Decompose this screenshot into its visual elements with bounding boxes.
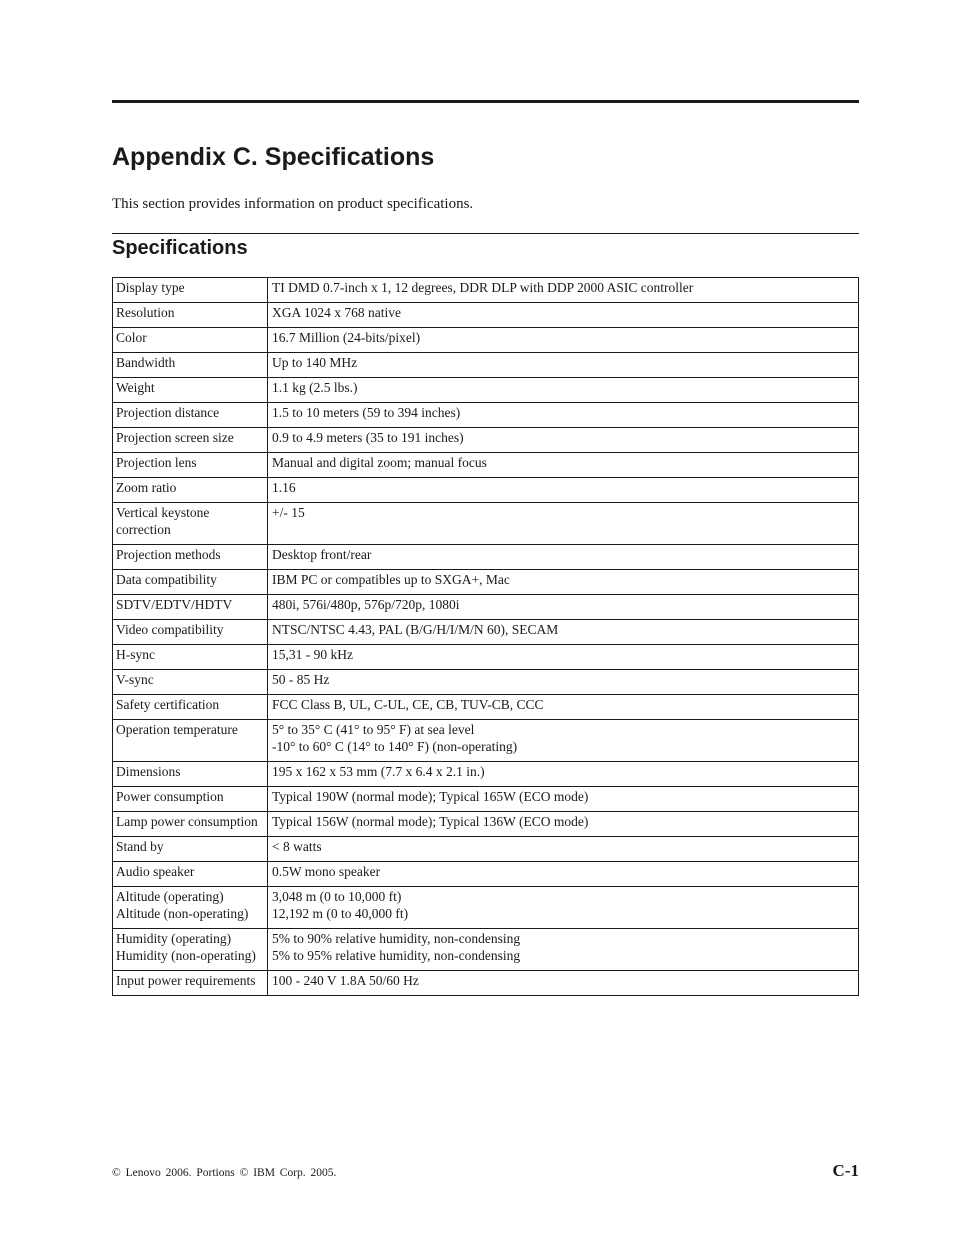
spec-name: Vertical keystone correction bbox=[113, 503, 268, 545]
spec-name: Projection methods bbox=[113, 545, 268, 570]
spec-row bbox=[113, 862, 859, 887]
intro-paragraph: This section provides information on product specifications. bbox=[112, 196, 474, 212]
spec-name: Resolution bbox=[113, 303, 268, 328]
spec-name: Stand by bbox=[113, 837, 268, 862]
spec-value-line: 1.1 kg (2.5 lbs.) bbox=[272, 380, 358, 395]
spec-name: Power consumption bbox=[113, 787, 268, 812]
spec-value bbox=[268, 971, 859, 996]
specifications-table-body bbox=[113, 278, 859, 996]
spec-row bbox=[113, 837, 859, 862]
spec-value-line: XGA 1024 x 768 native bbox=[272, 305, 401, 320]
spec-value-line: 3,048 m (0 to 10,000 ft) bbox=[272, 889, 402, 904]
spec-name: Projection screen size bbox=[113, 428, 268, 453]
spec-value bbox=[268, 862, 859, 887]
spec-value bbox=[268, 570, 859, 595]
spec-value-line: 5° to 35° C (41° to 95° F) at sea level bbox=[272, 722, 475, 737]
spec-row bbox=[113, 545, 859, 570]
spec-value bbox=[268, 670, 859, 695]
spec-value-line: Up to 140 MHz bbox=[272, 355, 358, 370]
spec-row bbox=[113, 278, 859, 303]
spec-row bbox=[113, 812, 859, 837]
footer-copyright: © Lenovo 2006. Portions © IBM Corp. 2005. bbox=[112, 1167, 337, 1179]
specifications-table bbox=[112, 277, 859, 996]
spec-value bbox=[268, 887, 859, 929]
spec-value bbox=[268, 403, 859, 428]
spec-value-line: Typical 190W (normal mode); Typical 165W (ECO mode) bbox=[272, 789, 589, 804]
spec-row bbox=[113, 695, 859, 720]
spec-value-line: 5% to 95% relative humidity, non-condensing bbox=[272, 948, 521, 963]
spec-name: Zoom ratio bbox=[113, 478, 268, 503]
spec-row bbox=[113, 787, 859, 812]
spec-value bbox=[268, 353, 859, 378]
section-title: Specifications bbox=[112, 237, 248, 259]
spec-row bbox=[113, 503, 859, 545]
spec-row bbox=[113, 645, 859, 670]
spec-value bbox=[268, 478, 859, 503]
spec-row bbox=[113, 303, 859, 328]
spec-name: Dimensions bbox=[113, 762, 268, 787]
spec-value bbox=[268, 595, 859, 620]
spec-row bbox=[113, 378, 859, 403]
page-number: C-1 bbox=[832, 1161, 859, 1180]
spec-value-line: 15,31 - 90 kHz bbox=[272, 647, 353, 662]
spec-value bbox=[268, 929, 859, 971]
spec-value-line: 0.5W mono speaker bbox=[272, 864, 381, 879]
spec-value bbox=[268, 837, 859, 862]
spec-value bbox=[268, 503, 859, 545]
page-title: Appendix C. Specifications bbox=[112, 143, 435, 171]
spec-value-line: 480i, 576i/480p, 576p/720p, 1080i bbox=[272, 597, 460, 612]
spec-name: Audio speaker bbox=[113, 862, 268, 887]
spec-value bbox=[268, 278, 859, 303]
spec-row bbox=[113, 887, 859, 929]
spec-value-line: 1.5 to 10 meters (59 to 394 inches) bbox=[272, 405, 461, 420]
spec-name: Lamp power consumption bbox=[113, 812, 268, 837]
spec-row bbox=[113, 929, 859, 971]
spec-row bbox=[113, 403, 859, 428]
spec-name: Projection distance bbox=[113, 403, 268, 428]
spec-name: Weight bbox=[113, 378, 268, 403]
spec-row bbox=[113, 428, 859, 453]
spec-value-line: 1.16 bbox=[272, 480, 296, 495]
spec-row bbox=[113, 720, 859, 762]
spec-name: SDTV/EDTV/HDTV bbox=[113, 595, 268, 620]
spec-value-line: Typical 156W (normal mode); Typical 136W (ECO mode) bbox=[272, 814, 589, 829]
spec-value bbox=[268, 428, 859, 453]
spec-value-line: 16.7 Million (24-bits/pixel) bbox=[272, 330, 421, 345]
spec-value-line: +/- 15 bbox=[272, 505, 305, 520]
spec-value-line: 195 x 162 x 53 mm (7.7 x 6.4 x 2.1 in.) bbox=[272, 764, 485, 779]
spec-value-line: 12,192 m (0 to 40,000 ft) bbox=[272, 906, 409, 921]
spec-row bbox=[113, 620, 859, 645]
spec-row bbox=[113, 762, 859, 787]
spec-row bbox=[113, 478, 859, 503]
spec-row bbox=[113, 353, 859, 378]
spec-value-line: NTSC/NTSC 4.43, PAL (B/G/H/I/M/N 60), SECAM bbox=[272, 622, 559, 637]
spec-value bbox=[268, 787, 859, 812]
spec-name: Projection lens bbox=[113, 453, 268, 478]
spec-name: Color bbox=[113, 328, 268, 353]
spec-value bbox=[268, 762, 859, 787]
spec-value-line: 50 - 85 Hz bbox=[272, 672, 330, 687]
spec-value-line: -10° to 60° C (14° to 140° F) (non-operating) bbox=[272, 739, 518, 754]
spec-name: Operation temperature bbox=[113, 720, 268, 762]
spec-row bbox=[113, 971, 859, 996]
spec-value-line: FCC Class B, UL, C-UL, CE, CB, TUV-CB, CCC bbox=[272, 697, 544, 712]
spec-name: Altitude (operating) Altitude (non-operating) bbox=[113, 887, 268, 929]
spec-value bbox=[268, 620, 859, 645]
spec-value-line: 0.9 to 4.9 meters (35 to 191 inches) bbox=[272, 430, 464, 445]
spec-value bbox=[268, 720, 859, 762]
spec-value bbox=[268, 545, 859, 570]
spec-name: Input power requirements bbox=[113, 971, 268, 996]
spec-value-line: 5% to 90% relative humidity, non-condensing bbox=[272, 931, 521, 946]
spec-value bbox=[268, 303, 859, 328]
spec-name: Video compatibility bbox=[113, 620, 268, 645]
spec-value-line: Desktop front/rear bbox=[272, 547, 372, 562]
spec-value-line: < 8 watts bbox=[272, 839, 322, 854]
spec-value-line: TI DMD 0.7-inch x 1, 12 degrees, DDR DLP with DDP 2000 ASIC controller bbox=[272, 280, 694, 295]
spec-row bbox=[113, 670, 859, 695]
spec-name: V-sync bbox=[113, 670, 268, 695]
spec-value-line: Manual and digital zoom; manual focus bbox=[272, 455, 487, 470]
spec-name: Display type bbox=[113, 278, 268, 303]
spec-row bbox=[113, 595, 859, 620]
spec-value bbox=[268, 645, 859, 670]
spec-value-line: IBM PC or compatibles up to SXGA+, Mac bbox=[272, 572, 510, 587]
spec-name: Bandwidth bbox=[113, 353, 268, 378]
spec-name: H-sync bbox=[113, 645, 268, 670]
spec-value bbox=[268, 378, 859, 403]
spec-name: Safety certification bbox=[113, 695, 268, 720]
spec-value bbox=[268, 695, 859, 720]
spec-value bbox=[268, 453, 859, 478]
spec-name: Humidity (operating) Humidity (non-operating) bbox=[113, 929, 268, 971]
spec-value bbox=[268, 812, 859, 837]
top-rule bbox=[112, 100, 859, 103]
spec-row bbox=[113, 570, 859, 595]
spec-value bbox=[268, 328, 859, 353]
spec-value-line: 100 - 240 V 1.8A 50/60 Hz bbox=[272, 973, 419, 988]
spec-row bbox=[113, 453, 859, 478]
spec-name: Data compatibility bbox=[113, 570, 268, 595]
spec-row bbox=[113, 328, 859, 353]
